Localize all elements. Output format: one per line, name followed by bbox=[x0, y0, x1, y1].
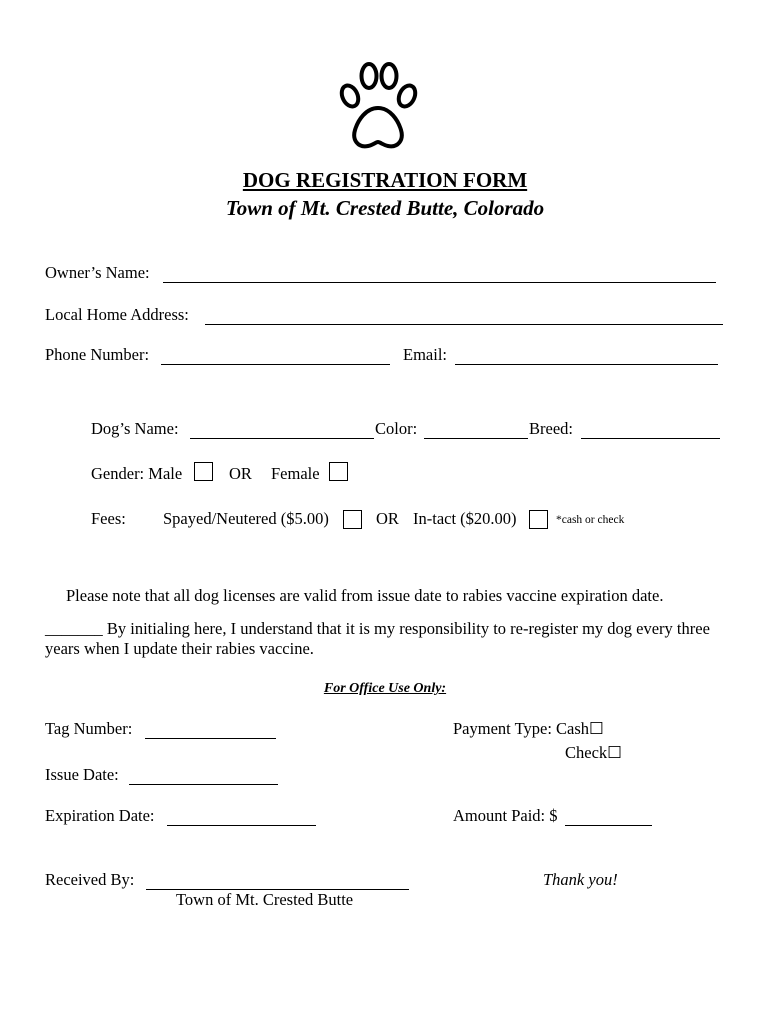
received-by-caption: Town of Mt. Crested Butte bbox=[176, 890, 354, 909]
fees-label: Fees: bbox=[91, 509, 126, 528]
thank-you-text: Thank you! bbox=[543, 870, 618, 889]
issue-date-label: Issue Date: bbox=[45, 765, 119, 784]
fee-or-text: OR bbox=[376, 509, 399, 528]
expiration-date-field[interactable] bbox=[167, 825, 316, 826]
phone-label: Phone Number: bbox=[45, 345, 150, 364]
fee-spayed-label: Spayed/Neutered ($5.00) bbox=[163, 509, 329, 528]
tag-number-label: Tag Number: bbox=[45, 719, 133, 738]
breed-label: Breed: bbox=[529, 419, 573, 438]
gender-label: Gender: Male bbox=[91, 464, 183, 483]
initial-notice-text: By initialing here, I understand that it is my responsibility to re-register my dog every three years when I update their rabies vaccine. bbox=[45, 619, 710, 658]
validity-notice: Please note that all dog licenses are valid from issue date to rabies vaccine expiration date. bbox=[66, 586, 664, 605]
tag-number-field[interactable] bbox=[145, 738, 276, 739]
payment-type-label: Payment Type: Cash☐ bbox=[453, 719, 604, 738]
breed-field[interactable] bbox=[581, 438, 720, 439]
color-label: Color: bbox=[375, 419, 418, 438]
fee-intact-label: In-tact ($20.00) bbox=[413, 509, 517, 528]
received-by-label: Received By: bbox=[45, 870, 135, 889]
address-label: Local Home Address: bbox=[45, 305, 189, 324]
owner-name-field[interactable] bbox=[163, 282, 716, 283]
color-field[interactable] bbox=[424, 438, 528, 439]
form-title: DOG REGISTRATION FORM bbox=[242, 168, 528, 192]
issue-date-field[interactable] bbox=[129, 784, 278, 785]
fee-intact-checkbox[interactable] bbox=[529, 510, 548, 529]
dog-name-label: Dog’s Name: bbox=[91, 419, 179, 438]
gender-female-label: Female bbox=[271, 464, 320, 483]
payment-check-label: Check☐ bbox=[565, 743, 622, 762]
initial-notice bbox=[45, 619, 735, 659]
payment-note: *cash or check bbox=[556, 514, 625, 526]
amount-paid-field[interactable] bbox=[565, 825, 652, 826]
office-use-heading: For Office Use Only: bbox=[323, 681, 447, 696]
phone-field[interactable] bbox=[161, 364, 390, 365]
gender-male-checkbox[interactable] bbox=[194, 462, 213, 481]
paw-print-icon bbox=[338, 60, 418, 152]
email-label: Email: bbox=[403, 345, 447, 364]
form-subtitle: Town of Mt. Crested Butte, Colorado bbox=[225, 196, 545, 220]
amount-paid-label: Amount Paid: $ bbox=[453, 806, 558, 825]
email-field[interactable] bbox=[455, 364, 718, 365]
gender-or-text: OR bbox=[229, 464, 252, 483]
initial-blank[interactable]: _______ bbox=[45, 619, 103, 638]
fee-spayed-checkbox[interactable] bbox=[343, 510, 362, 529]
owner-name-label: Owner’s Name: bbox=[45, 263, 150, 282]
gender-female-checkbox[interactable] bbox=[329, 462, 348, 481]
dog-name-field[interactable] bbox=[190, 438, 374, 439]
expiration-date-label: Expiration Date: bbox=[45, 806, 155, 825]
address-field[interactable] bbox=[205, 324, 723, 325]
